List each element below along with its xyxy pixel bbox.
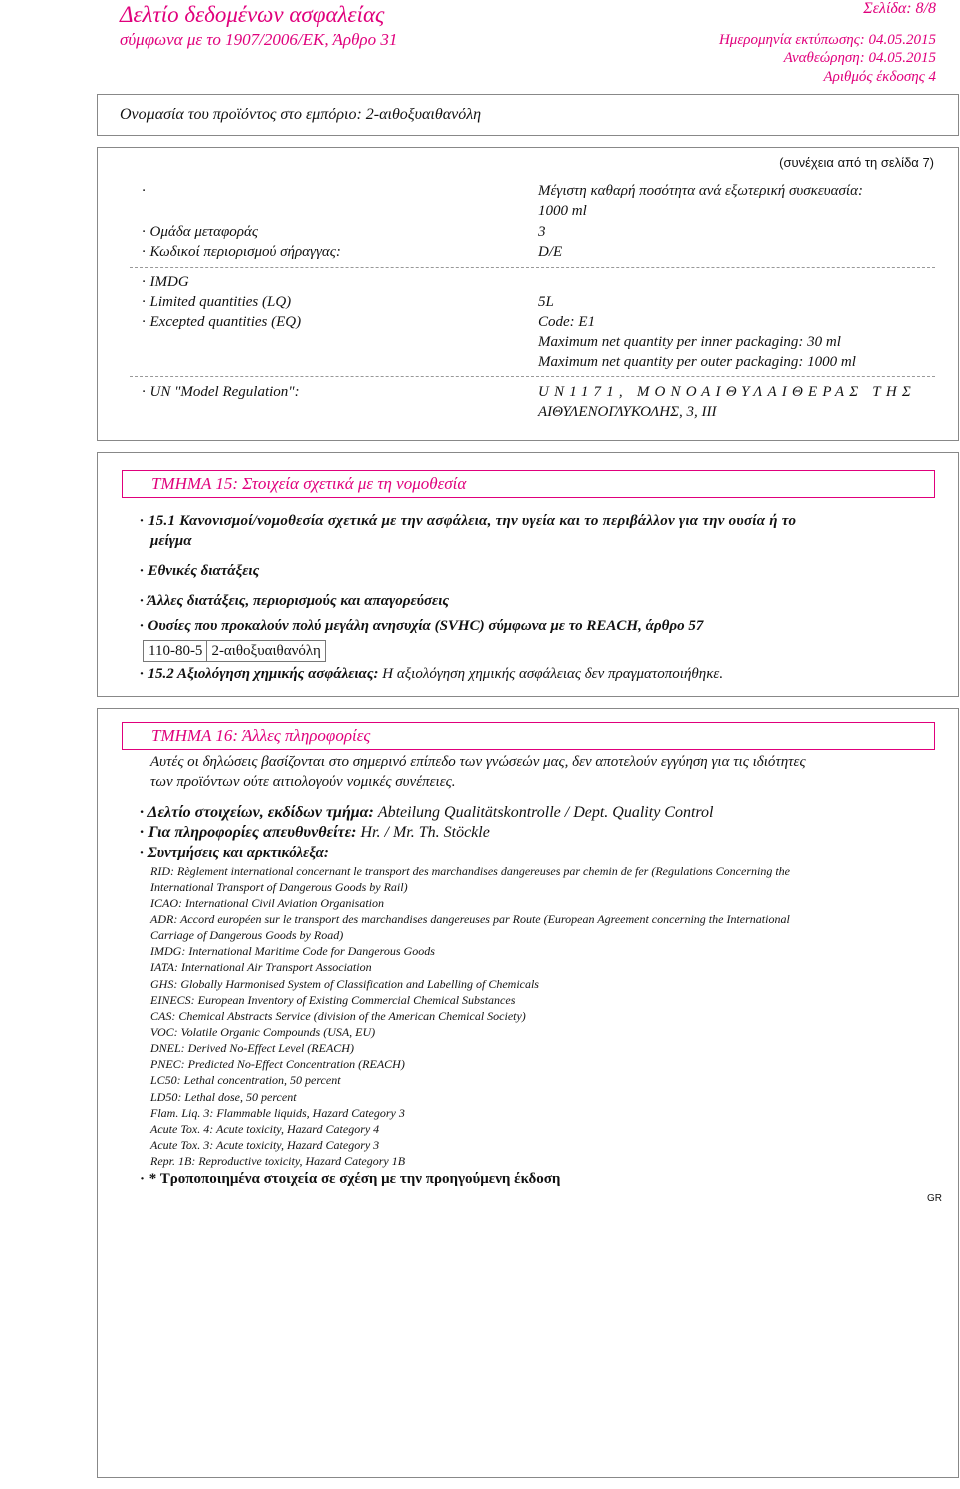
abbr-line: Acute Tox. 3: Acute toxicity, Hazard Category 3 [150,1138,380,1152]
svhc-heading: · Ουσίες που προκαλούν πολύ μεγάλη ανησυχία (SVHC) σύμφωνα με το REACH, άρθρο 57 [140,618,704,634]
transport-group-label: · Ομάδα μεταφοράς [142,224,258,240]
s152-value: Η αξιολόγηση χημικής ασφάλειας δεν πραγματοποιήθηκε. [382,666,724,682]
abbr-line: International Transport of Dangerous Goods by Rail) [150,880,408,894]
eq-outer: Maximum net quantity per outer packaging: 1000 ml [538,354,856,370]
contact-label: · Για πληροφορίες απευθυνθείτε: [140,824,357,841]
document-subtitle: σύμφωνα με το 1907/2006/ΕΚ, Άρθρο 31 [120,30,398,49]
un-model-value2: ΑΙΘΥΛΕΝΟΓΛΥΚΟΛΗΣ, 3, III [538,404,717,420]
abbr-line: LC50: Lethal concentration, 50 percent [150,1073,341,1087]
contact-value: Hr. / Mr. Th. Stöckle [360,824,490,841]
max-net-line1: Μέγιστη καθαρή ποσότητα ανά εξωτερική συσκευασία: [538,183,863,199]
lq-label: · Limited quantities (LQ) [142,294,292,310]
svhc-table [143,640,326,662]
abbr-line: GHS: Globally Harmonised System of Classification and Labelling of Chemicals [150,977,539,991]
issuer-value: Abteilung Qualitätskontrolle / Dept. Quality Control [377,804,714,821]
s152-label: · 15.2 Αξιολόγηση χημικής ασφάλειας: [140,666,379,682]
s16-intro1: Αυτές οι δηλώσεις βασίζονται στο σημερινό επίπεδο των γνώσεών μας, δεν αποτελούν εγγύηση για τις ιδιότητες [150,754,806,770]
version-number: Αριθμός έκδοσης 4 [823,69,936,85]
abbr-line: DNEL: Derived No-Effect Level (REACH) [150,1041,354,1055]
document-title: Δελτίο δεδομένων ασφαλείας [120,2,385,27]
national-provisions: · Εθνικές διατάξεις [140,563,260,579]
product-name-box [97,94,959,136]
abbr-line: Carriage of Dangerous Goods by Road) [150,928,344,942]
language-code: GR [927,1193,942,1204]
abbr-line: ADR: Accord européen sur le transport des marchandises dangereuses par Route (European Agreement concerning the International [150,912,790,926]
eq-label: · Excepted quantities (EQ) [142,314,302,330]
transport-group-value: 3 [538,224,546,240]
s152-row [140,666,723,683]
abbr-line: ICAO: International Civil Aviation Organisation [150,896,384,910]
abbr-line: LD50: Lethal dose, 50 percent [150,1090,297,1104]
issuer-label: · Δελτίο στοιχείων, εκδίδων τμήμα: [140,804,374,821]
tunnel-code-value: D/E [538,244,563,260]
divider [130,267,935,268]
section16-title: ΤΜΗΜΑ 16: Άλλες πληροφορίες [151,726,371,745]
eq-code: Code: E1 [538,314,596,330]
other-provisions: · Άλλες διατάξεις, περιορισμούς και απαγορεύσεις [140,593,450,609]
contact-row [140,824,490,842]
svhc-substance: 2-αιθοξυαιθανόλη [207,641,325,662]
product-name: Ονομασία του προϊόντος στο εμπόριο: 2-αιθοξυαιθανόλη [120,106,482,123]
abbr-line: EINECS: European Inventory of Existing Commercial Chemical Substances [150,993,516,1007]
continuation-note: (συνέχεια από τη σελίδα 7) [779,155,934,170]
max-net-line2: 1000 ml [538,203,587,219]
svhc-cas: 110-80-5 [144,641,207,662]
abbr-line: Flam. Liq. 3: Flammable liquids, Hazard Category 3 [150,1106,405,1120]
divider [130,376,935,377]
section15-title: ΤΜΗΜΑ 15: Στοιχεία σχετικά με τη νομοθεσία [151,474,467,493]
imdg-heading: · IMDG [142,274,189,290]
table-row [144,641,326,662]
abbr-heading: · Συντμήσεις και αρκτικόλεξα: [140,845,329,861]
abbr-line: IATA: International Air Transport Association [150,960,372,974]
tunnel-code-label: · Κωδικοί περιορισμού σήραγγας: [142,244,341,260]
abbr-line: RID: Règlement international concernant le transport des marchandises dangereuses par chemin de fer (Regulations Concerning the [150,864,790,878]
revision-date: Αναθεώρηση: 04.05.2015 [783,50,936,66]
s16-intro2: των προϊόντων ούτε αιτιολογούν νομικές συνέπειες. [150,774,456,790]
issuer-row [140,804,714,822]
abbr-line: IMDG: International Maritime Code for Dangerous Goods [150,944,435,958]
bullet-dot: · [142,183,146,199]
s151-line2: μείγμα [150,533,192,549]
un-model-label: · UN "Model Regulation": [142,384,300,400]
abbr-line: PNEC: Predicted No-Effect Concentration (REACH) [150,1057,405,1071]
section15-header [122,470,935,498]
un-model-value1: UN1171, ΜΟΝΟΑΙΘΥΛΑΙΘΕΡΑΣ ΤΗΣ [538,384,916,400]
eq-inner: Maximum net quantity per inner packaging: 30 ml [538,334,841,350]
section16-header [122,722,935,750]
lq-value: 5L [538,294,554,310]
abbr-line: Acute Tox. 4: Acute toxicity, Hazard Category 4 [150,1122,380,1136]
abbr-line: CAS: Chemical Abstracts Service (division of the American Chemical Society) [150,1009,526,1023]
abbr-line: VOC: Volatile Organic Compounds (USA, EU) [150,1025,376,1039]
changed-data-note: · * Τροποποιημένα στοιχεία σε σχέση με την προηγούμενη έκδοση [140,1171,561,1187]
print-date: Ημερομηνία εκτύπωσης: 04.05.2015 [718,32,936,48]
s151-line1: · 15.1 Κανονισμοί/νομοθεσία σχετικά με την ασφάλεια, την υγεία και το περιβάλλον για την ουσία ή το [140,513,797,529]
page-number: Σελίδα: 8/8 [863,0,936,17]
abbr-line: Repr. 1B: Reproductive toxicity, Hazard Category 1B [150,1154,406,1168]
